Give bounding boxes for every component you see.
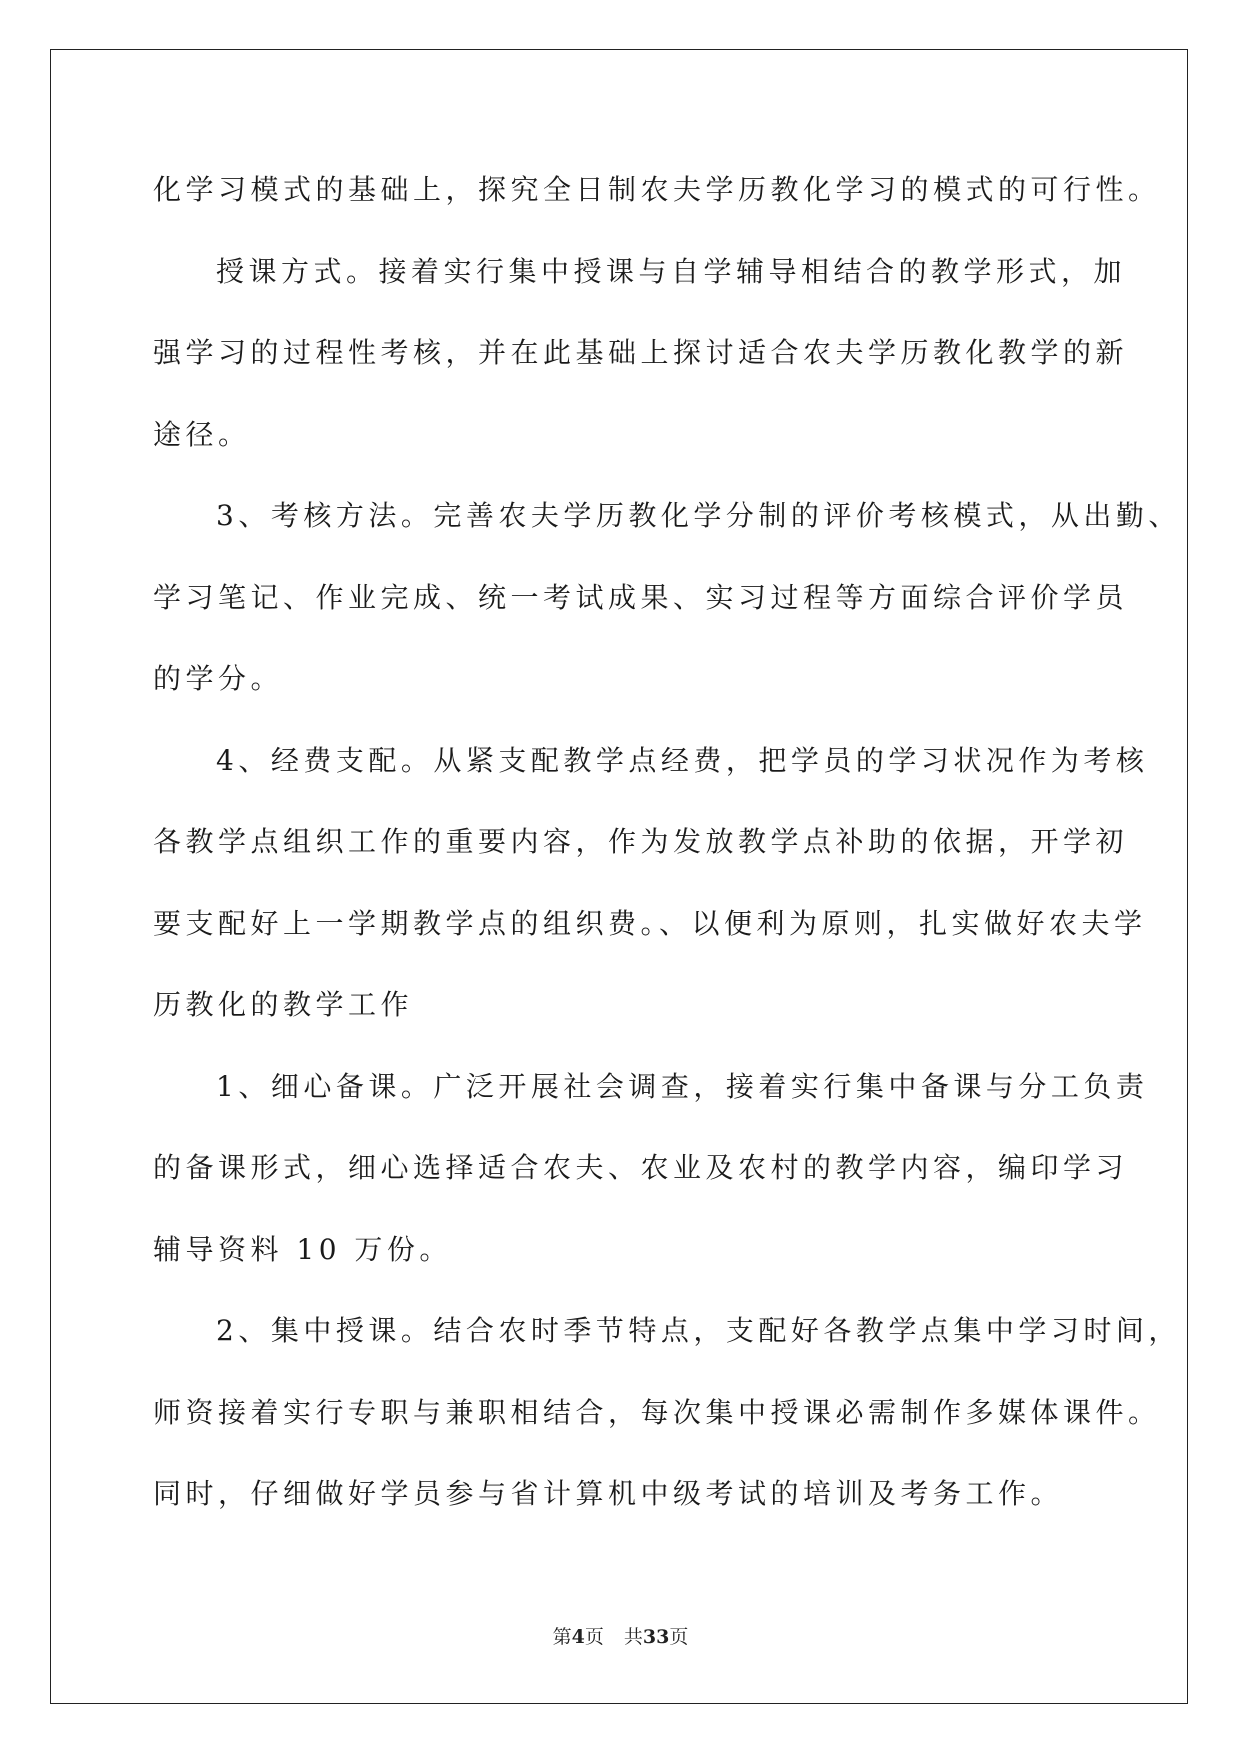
text-line: 学习笔记、作业完成、统一考试成果、实习过程等方面综合评价学员 [153, 580, 1129, 614]
footer-page-prefix: 第 [552, 1626, 572, 1648]
text-line: 辅导资料 10 万份。 [153, 1232, 452, 1266]
text-line: 1、细心备课。广泛开展社会调查，接着实行集中备课与分工负责 [216, 1069, 1149, 1103]
text-line: 同时，仔细做好学员参与省计算机中级考试的培训及考务工作。 [153, 1477, 1064, 1510]
footer-page-suffix: 页 [584, 1626, 604, 1648]
text-line: 4、经费支配。从紧支配教学点经费，把学员的学习状况作为考核 [216, 743, 1149, 777]
footer-page-current: 4 [571, 1626, 585, 1648]
text-line: 要支配好上一学期教学点的组织费。、以便利为原则，扎实做好农夫学 [153, 906, 1147, 940]
document-body [153, 160, 1181, 1546]
text-line: 途径。 [153, 417, 251, 451]
text-line: 的备课形式，细心选择适合农夫、农业及农村的教学内容，编印学习 [153, 1151, 1129, 1184]
text-line: 的学分。 [153, 662, 284, 695]
text-line: 师资接着实行专职与兼职相结合，每次集中授课必需制作多媒体课件。 [153, 1395, 1161, 1429]
footer-total-pages: 33 [642, 1626, 670, 1648]
text-line: 授课方式。接着实行集中授课与自学辅导相结合的教学形式，加 [216, 254, 1127, 288]
footer-total-prefix: 共 [623, 1626, 643, 1648]
text-line: 强学习的过程性考核，并在此基础上探讨适合农夫学历教化教学的新 [153, 336, 1129, 369]
text-line: 各教学点组织工作的重要内容，作为发放教学点补助的依据，开学初 [153, 825, 1129, 858]
text-line: 化学习模式的基础上，探究全日制农夫学历教化学习的模式的可行性。 [153, 173, 1161, 206]
page-footer [0, 1622, 1241, 1649]
text-line: 2、集中授课。结合农时季节特点，支配好各教学点集中学习时间， [216, 1314, 1181, 1347]
footer-total-suffix: 页 [669, 1626, 689, 1648]
text-line: 3、考核方法。完善农夫学历教化学分制的评价考核模式，从出勤、 [216, 499, 1181, 532]
text-line: 历教化的教学工作 [153, 988, 414, 1021]
